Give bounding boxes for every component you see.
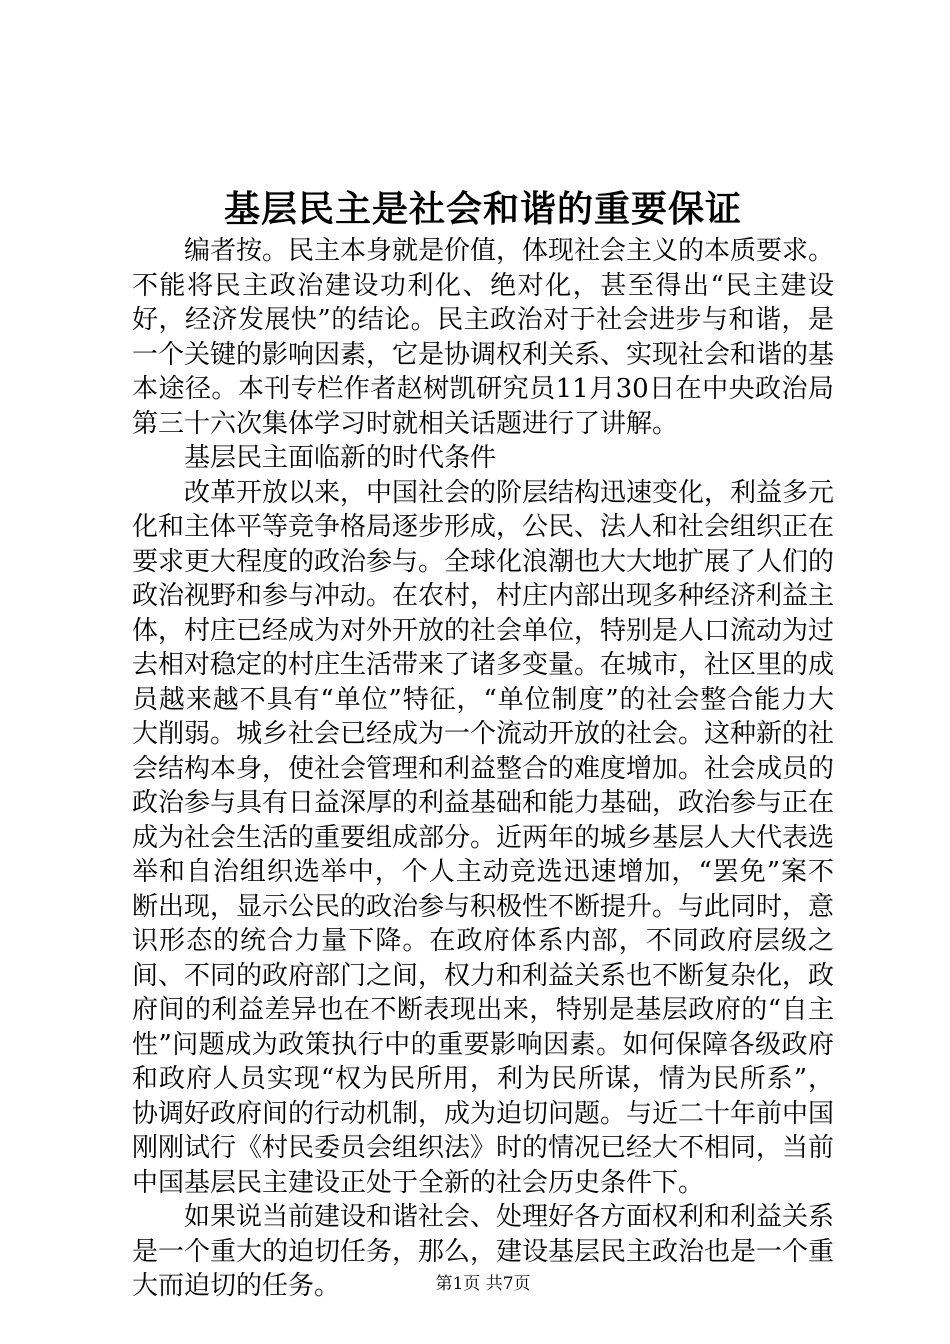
paragraph-editor-note: 编者按。民主本身就是价值，体现社会主义的本质要求。不能将民主政治建设功利化、绝对化，甚至得出“民主建设好，经济发展快”的结论。民主政治对于社会进步与和谐，是一个关键的影响因素，它是协调权利关系、实现社会和谐的基本途径。本刊专栏作者赵树凯研究员11月30日在中央政治局第三十六次集体学习时就相关话题进行了讲解。	[132, 236, 835, 439]
paragraph-background: 改革开放以来，中国社会的阶层结构迅速变化，利益多元化和主体平等竞争格局逐步形成，公民、法人和社会组织正在要求更大程度的政治参与。全球化浪潮也大大地扩展了人们的政治视野和参与冲动。在农村，村庄内部出现多种经济利益主体，村庄已经成为对外开放的社会单位，特别是人口流动为过去相对稳定的村庄生活带来了诸多变量。在城市，社区里的成员越来越不具有“单位”特征，“单位制度”的社会整合能力大大削弱。城乡社会已经成为一个流动开放的社会。这种新的社会结构本身，使社会管理和利益整合的难度增加。社会成员的政治参与具有日益深厚的利益基础和能力基础，政治参与正在成为社会生活的重要组成部分。近两年的城乡基层人大代表选举和自治组织选举中，个人主动竞选迅速增加，“罢免”案不断出现，显示公民的政治参与积极性不断提升。与此同时，意识形态的统合力量下降。在政府体系内部，不同政府层级之间、不同的政府部门之间，权力和利益关系也不断复杂化，政府间的利益差异也在不断表现出来，特别是基层政府的“自主性”问题成为政策执行中的重要影响因素。如何保障各级政府和政府人员实现“权为民所用，利为民所谋，情为民所系”，协调好政府间的行动机制，成为迫切问题。与近二十年前中国刚刚试行《村民委员会组织法》时的情况已经大不相同，当前中国基层民主建设正处于全新的社会历史条件下。	[132, 477, 835, 1198]
page-footer: 第1页 共7页	[435, 1274, 531, 1294]
page-title: 基层民主是社会和谐的重要保证	[223, 188, 742, 230]
document-body	[132, 234, 834, 1304]
document-page	[132, 0, 834, 1344]
section-heading: 基层民主面临新的时代条件	[184, 443, 497, 473]
paragraph-conclusion: 如果说当前建设和谐社会、处理好各方面权利和利益关系是一个重大的迫切任务，那么，建设基层民主政治也是一个重大而迫切的任务。	[132, 1202, 835, 1301]
